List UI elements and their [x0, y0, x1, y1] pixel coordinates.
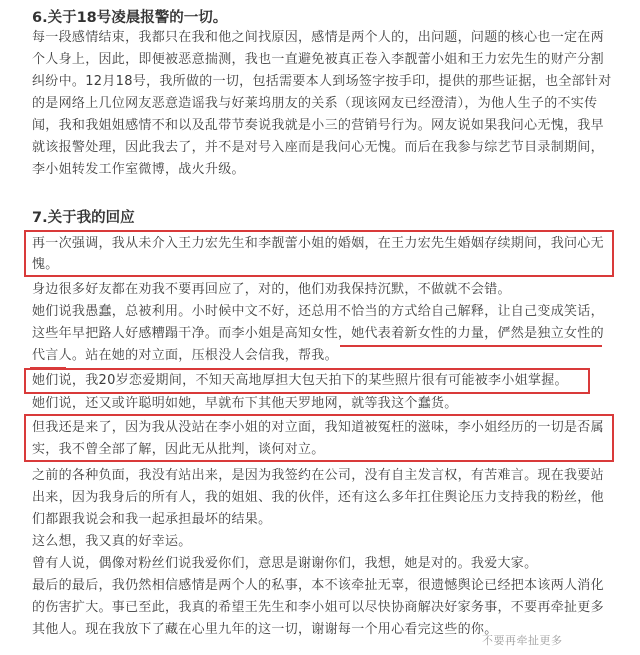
section-7-line: 她们说我愚蠢，总被利用。小时候中文不好，还总用不恰当的方式给自己解释，让自己变成笑话，: [32, 304, 604, 319]
section-6-line: 每一段感情结束，我都只在我和他之间找原因，感情是两个人的，出问题，问题的核心也一定在两: [32, 30, 604, 45]
section-7-line: 再一次强调，我从未介入王力宏先生和李靓蕾小姐的婚姻，在王力宏先生婚姻存续期间，我问心无: [32, 236, 604, 251]
section-7-line: 实，我不曾全部了解，因此无从批判，谈何对立。: [32, 442, 325, 457]
section-7-line: 之前的各种负面，我没有站出来，是因为我签约在公司，没有自主发言权，有苦难言。现在我要站: [32, 468, 604, 483]
section-6-line: 纠纷中。12月18号，我所做的一切，包括需要本人到场签字按手印，提供的那些证据，也全部针对: [32, 74, 612, 89]
section-7-line: 这么想，我又真的好幸运。: [32, 534, 192, 549]
section-7-line: 们都跟我说会和我一起承担最坏的结果。: [32, 512, 272, 527]
section-6-line: 个人身上，因此，即便被恶意揣测，我也一直避免被真正卷入李靓蕾小姐和王力宏先生的财产分割: [32, 52, 604, 67]
highlight-underline: [340, 345, 602, 347]
section-7-line: 最后的最后，我仍然相信感情是两个人的私事，本不该牵扯无辜，很遗憾舆论已经把本该两人消化: [32, 578, 604, 593]
section-7-line: 愧。: [32, 257, 59, 272]
section-6-line: 就该报警处理，因此我去了，并不是对号入座而是我问心无愧。而后在我参与综艺节目录制期间，: [32, 140, 604, 155]
section-7-line: 这些年早把路人好感糟蹋干净。而李小姐是高知女性，她代表着新女性的力量，俨然是独立女性的: [32, 326, 604, 341]
section-7-line: 曾有人说，偶像对粉丝们说我爱你们，意思是谢谢你们，我想，她是对的。我爱大家。: [32, 556, 538, 571]
section-7-line: 的伤害扩大。事已至此，我真的希望王先生和李小姐可以尽快协商解决好家务事，不要再牵扯更多: [32, 600, 604, 615]
section-7-line: 身边很多好友都在劝我不要再回应了，对的，他们劝我保持沉默，不做就不会错。: [32, 282, 511, 297]
section-6-heading: 6.关于18号凌晨报警的一切。: [32, 10, 228, 26]
section-6-line: 李小姐转发工作室微博，战火升级。: [32, 162, 245, 177]
section-7-line: 代言人。站在她的对立面，压根没人会信我，帮我。: [32, 348, 338, 363]
section-7-line: 但我还是来了，因为我从没站在李小姐的对立面，我知道被冤枉的滋味，李小姐经历的一切是否属: [32, 420, 604, 435]
section-7-line: 其他人。现在我放下了藏在心里九年的这一切，谢谢每一个用心看完这些的你。: [32, 622, 498, 637]
section-7-line: 她们说，我20岁恋爱期间，不知天高地厚担大包天拍下的某些照片很有可能被李小姐掌握。: [32, 373, 568, 388]
section-7-line: 她们说，还又或许聪明如她，早就布下其他天罗地网，就等我这个蠢货。: [32, 396, 458, 411]
section-6-line: 的是网络上几位网友恶意造谣我与好莱坞朋友的关系（现该网友已经澄清），为他人生子的不实传: [32, 96, 598, 111]
section-6-line: 闻，我和我姐姐感情不和以及乱带节奏说我就是小三的营销号行为。网友说如果我问心无愧，我早: [32, 118, 604, 133]
section-7-heading: 7.关于我的回应: [32, 210, 135, 226]
section-7-line: 出来，因为我身后的所有人，我的姐姐、我的伙伴，还有这么多年扛住舆论压力支持我的粉丝，他: [32, 490, 604, 505]
watermark: 不要再牵扯更多: [482, 634, 563, 647]
